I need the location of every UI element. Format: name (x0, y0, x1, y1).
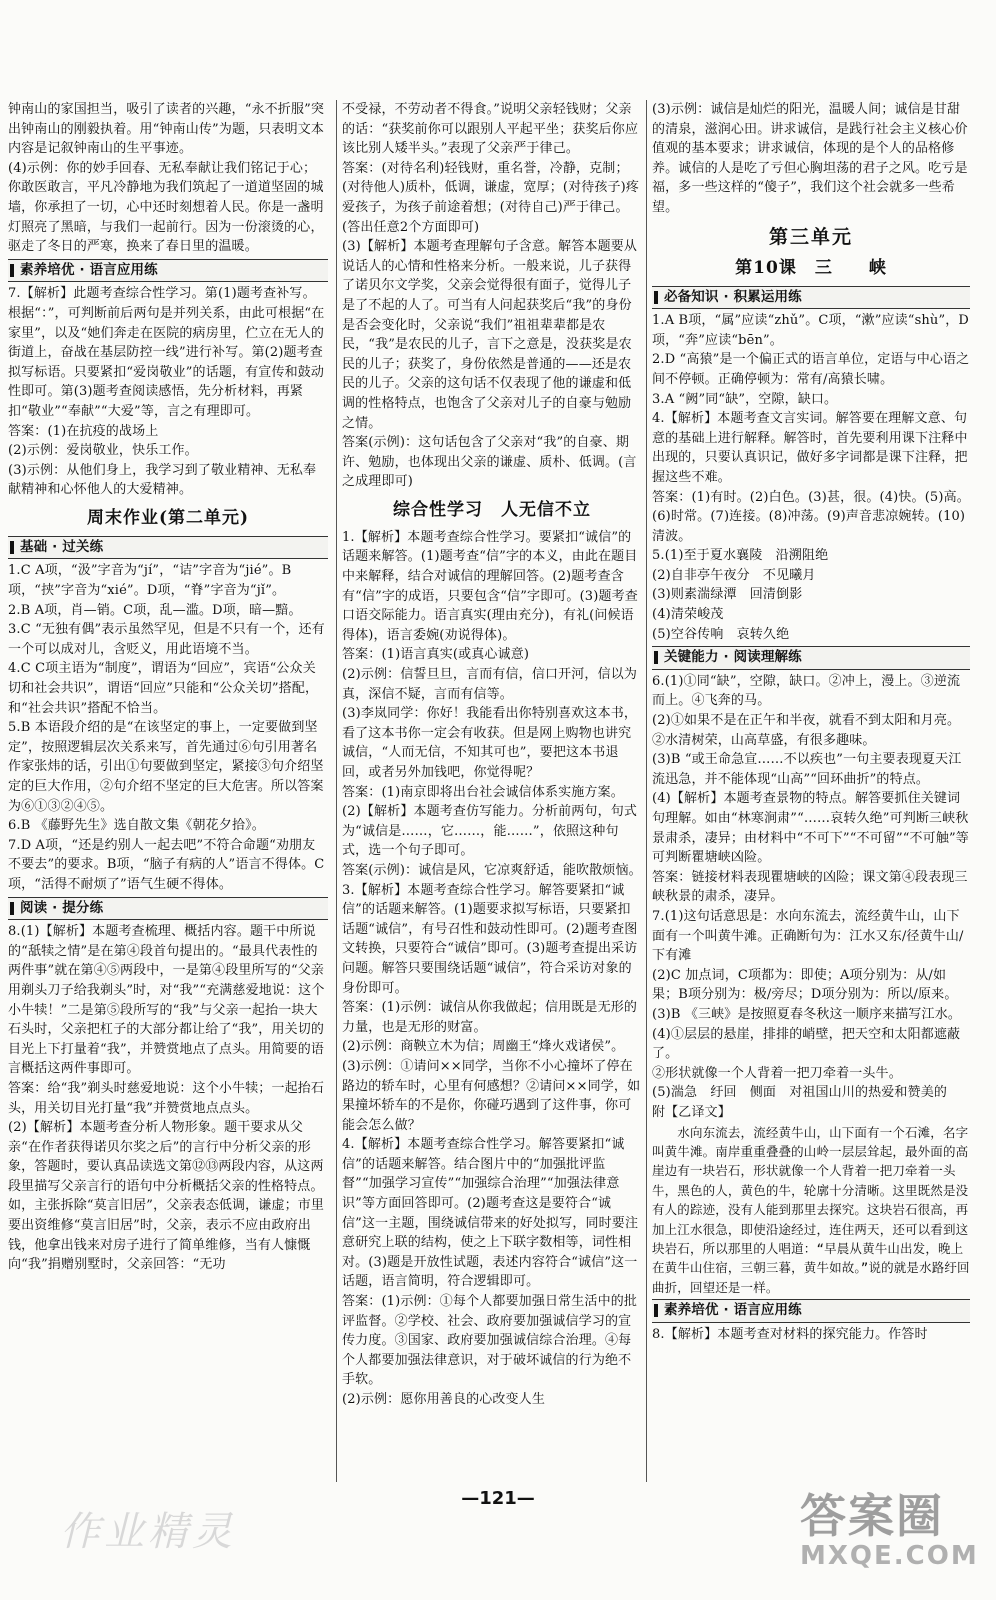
paragraph: (3)示例：诚信是灿烂的阳光，温暖人间；诚信是甘甜的清泉，滋润心田。讲求诚信，是践行社会主义核心价值观的基本要求；讲求诚信，体现的是个人的品格修养。诚信的人是吃了亏但心胸坦荡的君子之风。吃亏是福，多一些这样的“傻子”，我们这个社会就多一些希望。 (652, 102, 968, 215)
paragraph: (3)示例：从他们身上，我学习到了敬业精神、无私奉献精神和心怀他人的大爱精神。 (8, 462, 317, 498)
paragraph: (2)示例：爱岗敬业，快乐工作。 (8, 443, 198, 459)
section-header: 必备知识 · 积累运用练 (652, 286, 970, 310)
paragraph: 答案：(1)有时。(2)白色。(3)甚，很。(4)快。(5)高。(6)时常。(7)连接。(8)冲荡。(9)声音悲凉婉转。(10)清波。 (652, 489, 970, 544)
section-header: 素养培优 · 语言应用练 (652, 1299, 970, 1323)
watermark-site (800, 1490, 979, 1570)
paragraph: (2)C 加点词，C项都为：即使；A项分别为：从/如果；B项分别为：极/旁尽；D项分别为：所以/原来。 (652, 967, 958, 1003)
section-title: 综合性学习 人无信不立 (393, 499, 591, 520)
paragraph: 答案(示例)：这句话包含了父亲对“我”的自豪、期许、勉励，也体现出父亲的谦虚、质朴、低调。(言之成理即可) (342, 435, 637, 490)
paragraph: 7.【解析】此题考查综合性学习。第(1)题考查补写。根据“：”，可判断前后两句是并列关系，由此可根据“在家里”，以及“她们奔走在医院的病房里，伫立在无人的街道上，奋战在基层防控一线”进行补写。第(2)题考查拟写标语。只要紧扣“爱岗敬业”的话题，有宣传和鼓动性即可。第(3)题考查阅读感悟，先分析材料，再紧扣“敬业”“奉献”“大爱”等，言之有理即可。 (8, 286, 325, 419)
paragraph: ②水清树荣，山高草盛，有很多趣味。 (652, 732, 876, 748)
paragraph: 8.【解析】本题考查对材料的探究能力。作答时 (652, 1326, 928, 1342)
watermark-title: 答案圈 (800, 1489, 944, 1543)
paragraph: 2.B A项，肖—销。C项，乱—滥。D项，暗—黯。 (8, 602, 302, 618)
column-middle (342, 100, 642, 1485)
paragraph: (4)清荣峻茂 (652, 607, 724, 623)
section-title: 第10课 三 峡 (735, 257, 887, 278)
paragraph: (2)示例：愿你用善良的心改变人生 (342, 1392, 545, 1407)
paragraph: 3.【解析】本题考查综合性学习。解答要紧扣“诚信”的话题来解答。(1)题要求拟写标语，只要紧扣话题“诚信”，有号召性和鼓动性即可。(2)题考查图文转换，只要符合“诚信”即可。(3)题考查提出采访问题。解答只要围绕话题“诚信”，符合采访对象的身份即可。 (342, 882, 638, 996)
paragraph: 答案：(1)示例：①每个人都要加强日常生活中的批评监督。②学校、社会、政府要加强诚信学习的宣传力度。③国家、政府要加强诚信综合治理。④每个人都要加强法律意识，对于破坏诚信的行为绝不手软。 (342, 1294, 638, 1388)
paragraph: 6.B 《藤野先生》选自散文集《朝花夕拾》。 (8, 818, 265, 834)
paragraph: (2)【解析】本题考查分析人物形象。题干要求从父亲“在作者获得诺贝尔奖之后”的言行中分析父亲的形象，答题时，要认真品读选文第⑫⑬两段内容，从这两段里描写父亲言行的语句中分析概括父亲的性格特点。如，主张拆除“莫言旧居”，父亲表态低调，谦虚；市里要出资维修“莫言旧居”时，父亲，表示不应由政府出钱，他拿出钱来对房子进行了简单维修，当有人慷慨向“我”捐赠别墅时，父亲回答：“无功 (8, 1120, 325, 1273)
paragraph: 1.【解析】本题考查综合性学习。要紧扣“诚信”的话题来解答。(1)题考查“信”字的本义，由此在题目中来解释，结合对诚信的理解回答。(2)题考查含有“信”字的成语，只要包含“信”字即可。(3)题考查口语交际能力。语言真实(理由充分)，有礼(问候语得体)，语言委婉(劝说得体)。 (342, 529, 638, 643)
paragraph: 8.(1)【解析】本题考查梳理、概括内容。题干中所说的“舐犊之情”是在第④段首句提出的。“最具代表性的两件事”就在第④⑤两段中，一是第④段里所写的“父亲用剃头刀子给我剃头”时，对“我”“充满慈爱地说：这个小牛犊！”二是第⑤段所写的“我”与父亲一起抬一块大石头时，父亲把杠子的大部分都让给了“我”，用关切的目光上下打量着“我”，并赞赏地点了点头。用简要的语言概括这两件事即可。 (8, 924, 325, 1077)
paragraph: 4.【解析】本题考查综合性学习。解答要紧扣“诚信”的话题来解答。结合图片中的“加强批评监督”“加强学习宣传”“加强综合治理”“加强法律意识”等方面回答即可。(2)题考查这是要符合“诚信”这一主题，围绕诚信带来的好处拟写，同时要注意研究上联的结构，使之上下联字数相等，词性相对。(3)题是开放性试题，表述内容符合“诚信”这一话题，语言简明，符合逻辑即可。 (342, 1137, 639, 1290)
watermark-logo: 作业精灵 (60, 1509, 236, 1555)
paragraph: (3)B 《三峡》是按照夏春冬秋这一顺序来描写江水。 (652, 1006, 962, 1022)
paragraph: (3)【解析】本题考查理解句子含意。解答本题要从说话人的心情和性格来分析。一般来说，儿子获得了诺贝尔文学奖，父亲会觉得很有面子，觉得儿子是了不起的人了。可当有人问起获奖后“我”的身份是否会变化时，父亲说“我们”祖祖辈辈都是农民，“我”是农民的儿子，言下之意是，没获奖是农民的儿子；获奖了，身份依然是普通的——还是农民的儿子。父亲的这句话不仅表现了他的谦虚和低调的性格特点，也饱含了父亲对儿子的自豪与勉励之情。 (342, 239, 638, 431)
watermark-url: MXQE.COM (800, 1541, 979, 1571)
paragraph: 答案：(1)语言真实(或真心诚意) (342, 647, 530, 663)
paragraph: 4.C C项主语为“制度”，谓语为“回应”，宾语“公众关切和社会共识”，谓语“回应”只能和“公众关切”搭配，和“社会共识”搭配不恰当。 (8, 661, 319, 716)
paragraph: 6.(1)①同“缺”，空隙，缺口。②冲上，漫上。③逆流而上。④飞奔的马。 (652, 673, 961, 709)
paragraph: 5.B 本语段介绍的是“在该坚定的事上，一定要做到坚定”，按照逻辑层次关系来写，首先通过⑥句引用著名作家张炜的话，引出①句要做到坚定，紧接③句介绍坚定的巨大作用，②句介绍不坚定的巨大危害。所以答案为⑥①③②④⑤。 (8, 720, 324, 814)
paragraph: 7.(1)这句话意思是：水向东流去，流经黄牛山，山下面有一个叫黄牛滩。正确断句为：江水又东/径黄牛山/下有滩 (652, 908, 964, 964)
paragraph: (2)【解析】本题考查仿写能力。分析前两句，句式为“诚信是……，它……，能……”，依照这种句式，选一个句子即可。 (342, 804, 638, 859)
column-left (8, 100, 328, 1485)
paragraph: 不受禄，不劳动者不得食。”说明父亲轻钱财；父亲的话：“获奖前你可以跟别人平起平坐；获奖后你应该比别人矮半头。”表现了父亲严于律己。 (342, 102, 639, 157)
section-header: 关键能力 · 阅读理解练 (652, 646, 970, 670)
paragraph: 答案：(1)示例：诚信从你我做起；信用既是无形的力量，也是无形的财富。 (342, 1000, 638, 1035)
paragraph: (2)自非亭午夜分 不见曦月 (652, 567, 816, 583)
paragraph: 答案(示例)：诚信是风，它凉爽舒适，能吹散烦恼。 (342, 862, 642, 878)
paragraph: 附【乙译文】 (652, 1104, 731, 1120)
paragraph: 答案：链接材料表现瞿塘峡的凶险；课文第④段表现三峡秋景的肃杀，凄异。 (652, 869, 968, 905)
paragraph: (5)空谷传响 哀转久绝 (652, 626, 790, 642)
paragraph: ②形状就像一个人背着一把刀牵着一头牛。 (652, 1065, 902, 1081)
page-number: —121— (461, 1488, 535, 1509)
paragraph: (3)B “或王命急宣……不以疾也”一句主要表现夏天江流迅急，并不能体现“山高”“回环曲折”的特点。 (652, 752, 962, 787)
paragraph: (2)①如果不是在正午和半夜，就看不到太阳和月亮。 (652, 713, 961, 729)
section-header: 素养培优 · 语言应用练 (8, 259, 328, 283)
paragraph: (3)李岚同学：你好！我能看出你特别喜欢这本书，看了这本书你一定会有收获。但是网上购物也讲究诚信，“人而无信，不知其可也”，要把这本书退回，或者另外加钱吧，你觉得呢？ (342, 706, 638, 780)
paragraph: 2.D “高猿”是一个偏正式的语言单位，定语与中心语之间不停顿。正确停顿为：常有/高猿长啸。 (652, 352, 970, 387)
paragraph: (4)①层层的悬崖，排排的峭壁，把天空和太阳都遮蔽了。 (652, 1026, 961, 1062)
paragraph: 3.A “阙”同“缺”，空隙，缺口。 (652, 391, 838, 407)
paragraph: 1.C A项，“汲”字音为“jí”，“诘”字音为“jié”。B项，“挟”字音为“xié”。D项，“脊”字音为“jǐ”。 (8, 563, 292, 599)
paragraph: (4)示例：你的妙手回春、无私奉献让我们铭记于心；你敢医敢言，平凡冷静地为我们筑起了一道道坚固的城墙，你承担了一切，心中还时刻想着人民。你是一盏明灯照亮了黑暗，与我们一起前行。因为一份滚烫的心，驱走了冬日的严寒，换来了春日里的温暖。 (8, 160, 324, 255)
column-right (652, 100, 970, 1485)
paragraph: 答案：给“我”剃头时慈爱地说：这个小牛犊；一起抬石头，用关切目光打量“我”并赞赏地点点头。 (8, 1080, 325, 1116)
paragraph: 答案：(1)在抗疫的战场上 (8, 423, 159, 439)
paragraph: (3)示例：①请问××同学，当你不小心撞坏了停在路边的轿车时，心里有何感想？②请问××同学，如果撞坏轿车的不是你，你碰巧遇到了这件事，你可能会怎么做？ (342, 1058, 641, 1133)
paragraph: 7.D A项，“还是约别人一起去吧”不符合命题“劝朋友不要去”的要求。B项，“脑子有病的人”语言不得体。C项，“活得不耐烦了”语气生硬不得体。 (8, 837, 325, 892)
paragraph: 答案：(对待名利)轻钱财，重名誉，冷静，克制；(对待他人)质朴，低调，谦虚，宽厚；(对待孩子)疼爱孩子，为孩子前途着想；(对待自己)严于律己。(答出任意2个方面即可) (342, 160, 640, 235)
paragraph: 5.(1)至于夏水襄陵 沿溯阻绝 (652, 548, 829, 564)
section-title: 周末作业(第二单元) (86, 507, 250, 528)
translation-paragraph: 水向东流去，流经黄牛山，山下面有一个石滩，名字叫黄牛滩。南岸重重叠叠的山岭一层层耸起，最外面的高崖边有一块岩石，形状就像一个人背着一把刀牵着一头牛，黑色的人，黄色的牛，轮廓十分清晰。这里既然是没有人的踪迹，没有人能到那里去探究。这块岩石很高，再加上江水很急，即使沿途经过，连住两天，还可以看到这块岩石，所以那里的人唱道：“早晨从黄牛山出发，晚上在黄牛山住宿，三朝三暮，黄牛如故。”说的就是水路纡回曲折，回望还是一样。 (652, 1124, 970, 1295)
paragraph: 钟南山的家国担当，吸引了读者的兴趣，“永不折服”突出钟南山的刚毅执着。用“钟南山传”为题，只表明文本内容是记叙钟南山的生平事迹。 (8, 102, 325, 157)
paragraph: (2)示例：商鞅立木为信；周幽王“烽火戏诸侯”。 (342, 1039, 625, 1055)
paragraph: (4)【解析】本题考查景物的特点。解答要抓住关键词句理解。如由“林寒涧肃”“……哀转久绝”可判断三峡秋景肃杀，凄异；由材料中“不可下”“不可留”“不可触”等可判断瞿塘峡凶险。 (652, 791, 969, 866)
paragraph: 3.C “无独有偶”表示虽然罕见，但是不只有一个，还有一个可以成对儿，含贬义，用此语境不当。 (8, 622, 325, 657)
paragraph: 1.A B项，“属”应读“zhǔ”。C项，“漱”应读“shù”，D项，“奔”应读“bēn”。 (652, 313, 969, 348)
paragraph: 答案：(1)南京即将出台社会诚信体系实施方案。 (342, 784, 624, 800)
section-header: 基础 · 过关练 (8, 536, 328, 560)
unit-title: 第三单元 (768, 225, 853, 248)
paragraph: 4.【解析】本题考查文言实词。解答要在理解文意、句意的基础上进行解释。解答时，首先要利用课下注释中出现的，只要认真识记，做好多字词都是课下注释，把握这些不难。 (652, 411, 968, 485)
paragraph: (3)则素湍绿潭 回清倒影 (652, 587, 803, 603)
paragraph: (2)示例：信誓旦旦，言而有信，信口开河，信以为真，深信不疑，言而有信等。 (342, 667, 638, 702)
section-header: 阅读 · 提分练 (8, 897, 328, 921)
column-divider (646, 100, 647, 1482)
column-divider (336, 100, 337, 1482)
paragraph: (5)湍急 纡回 侧面 对祖国山川的热爱和赞美的 (652, 1085, 948, 1101)
